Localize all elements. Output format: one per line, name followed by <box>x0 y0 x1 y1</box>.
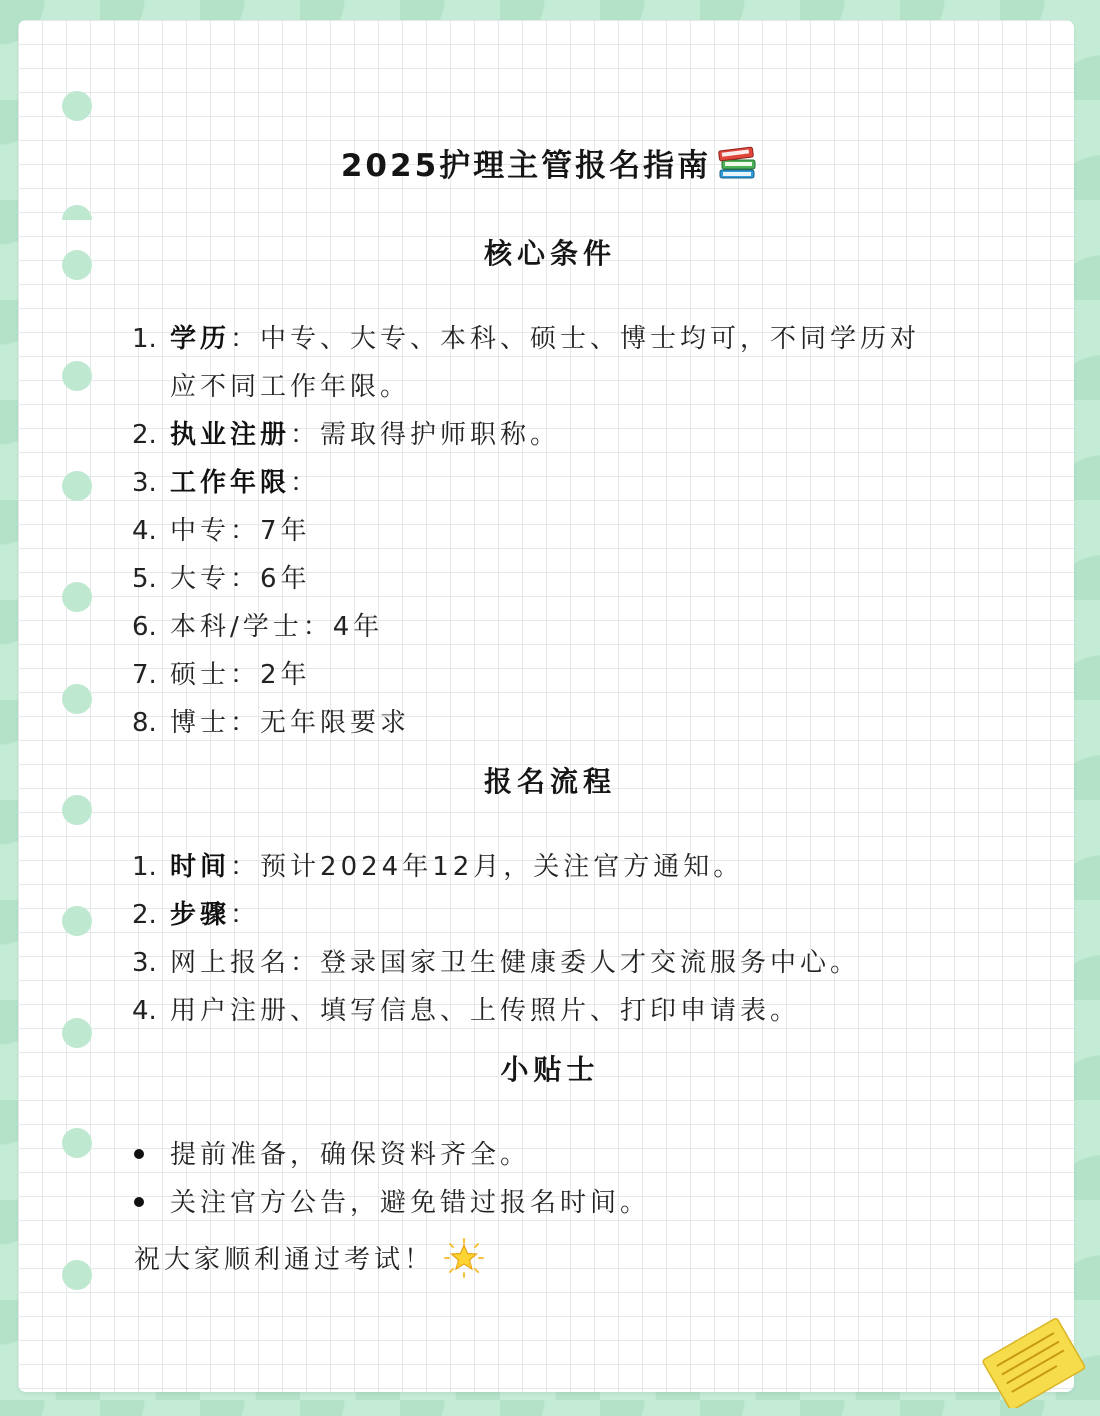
item-number: 5. <box>132 564 157 594</box>
binder-hole <box>62 906 92 936</box>
item-number: 6. <box>132 612 157 642</box>
bullet-item <box>132 1182 650 1219</box>
page-title <box>0 140 1100 185</box>
item-text: 中专：7年 <box>170 516 311 546</box>
glowing-star-icon <box>444 1238 484 1278</box>
binder-hole <box>62 361 92 391</box>
section-heading-process: 报名流程 <box>483 765 616 798</box>
item-number: 3. <box>132 468 157 498</box>
binder-hole <box>62 1128 92 1158</box>
item-separator: ： <box>230 324 261 354</box>
item-text: 硕士：2年 <box>170 660 311 690</box>
list-item <box>132 318 920 355</box>
item-text: 网上报名：登录国家卫生健康委人才交流服务中心。 <box>170 948 861 978</box>
bullet-dot-icon <box>132 1140 170 1170</box>
list-item <box>132 606 383 643</box>
memo-note-icon <box>972 1308 1092 1408</box>
item-separator: ： <box>230 900 261 930</box>
list-item <box>132 462 320 499</box>
list-item <box>132 654 311 691</box>
list-item-continuation: 应不同工作年限。 <box>170 372 411 402</box>
item-number: 7. <box>132 660 157 690</box>
section-heading-conditions: 核心条件 <box>483 237 616 270</box>
closing-text: 祝大家顺利通过考试！ <box>134 1245 435 1275</box>
list-item <box>132 990 800 1027</box>
item-number: 4. <box>132 516 157 546</box>
item-number: 2. <box>132 900 157 930</box>
item-text: 本科/学士：4年 <box>170 612 384 642</box>
item-number: 4. <box>132 996 157 1026</box>
item-text: 关注官方公告，避免错过报名时间。 <box>170 1188 651 1218</box>
binder-hole <box>62 91 92 121</box>
item-text: 需取得护师职称。 <box>320 420 561 450</box>
item-number: 3. <box>132 948 157 978</box>
binder-hole <box>62 684 92 714</box>
list-item <box>132 846 743 883</box>
item-text: 博士：无年限要求 <box>170 708 411 738</box>
binder-hole <box>62 471 92 501</box>
item-text: 大专：6年 <box>170 564 311 594</box>
item-label: 步骤 <box>170 900 231 930</box>
list-item <box>132 942 860 979</box>
item-label: 学历 <box>170 324 231 354</box>
item-text: 提前准备，确保资料齐全。 <box>170 1140 531 1170</box>
item-number: 2. <box>132 420 157 450</box>
item-label: 时间 <box>170 852 231 882</box>
list-item <box>132 414 560 451</box>
item-label: 工作年限 <box>170 468 291 498</box>
list-item <box>132 558 311 595</box>
binder-hole <box>62 1260 92 1290</box>
item-number: 1. <box>132 852 157 882</box>
list-item <box>132 510 311 547</box>
page-title-text: 2025护理主管报名指南 <box>340 148 712 184</box>
books-icon <box>717 143 759 181</box>
list-item <box>132 702 410 739</box>
section-heading-tips: 小贴士 <box>500 1053 600 1086</box>
binder-hole <box>62 1018 92 1048</box>
bullet-item <box>132 1134 530 1171</box>
item-separator: ： <box>290 420 321 450</box>
item-text: 用户注册、填写信息、上传照片、打印申请表。 <box>170 996 801 1026</box>
list-item <box>132 894 260 931</box>
item-separator: ： <box>290 468 321 498</box>
item-text: 预计2024年12月，关注官方通知。 <box>260 852 744 882</box>
item-number: 8. <box>132 708 157 738</box>
bullet-dot-icon <box>132 1188 170 1218</box>
item-label: 执业注册 <box>170 420 291 450</box>
closing-line <box>134 1238 484 1278</box>
item-text: 中专、大专、本科、硕士、博士均可，不同学历对 <box>260 324 921 354</box>
binder-hole <box>62 582 92 612</box>
item-separator: ： <box>230 852 261 882</box>
item-number: 1. <box>132 324 157 354</box>
